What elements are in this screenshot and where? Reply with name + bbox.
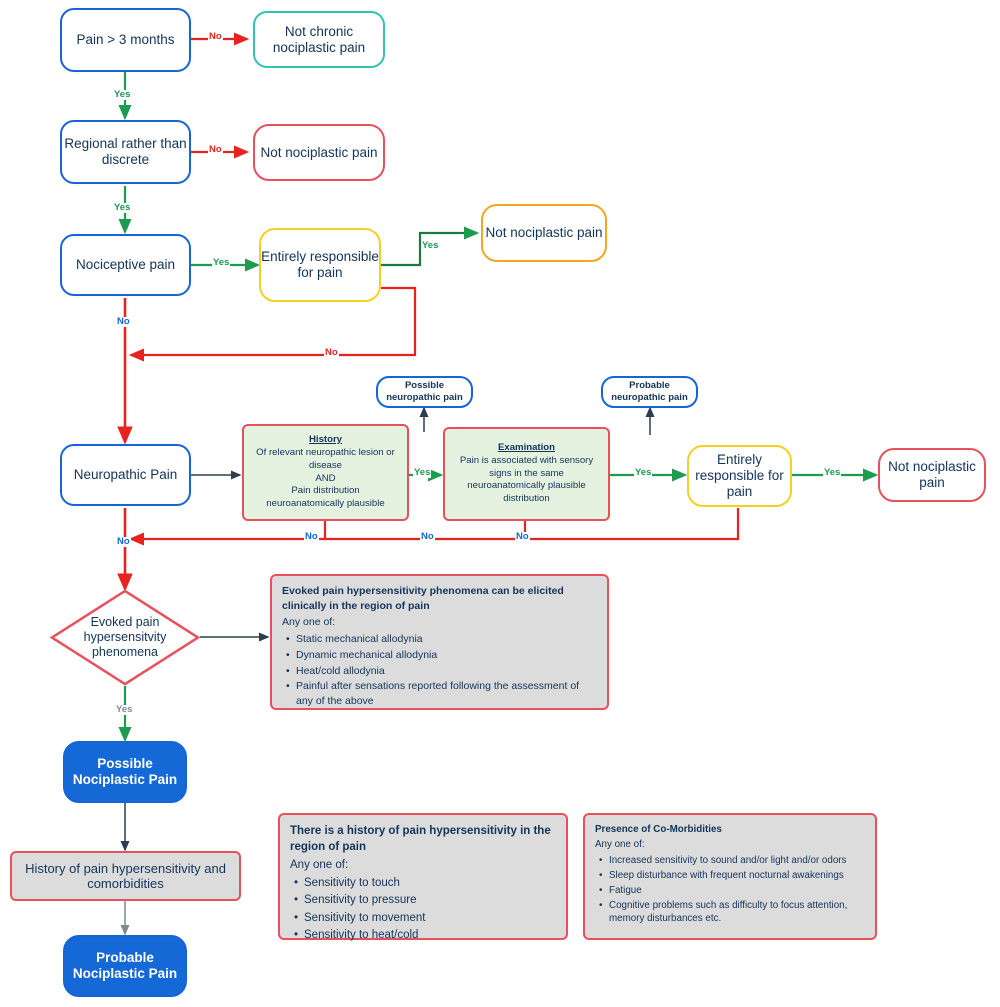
box-history-hyper-subtitle: Any one of: [290, 858, 349, 871]
node-label: Nociceptive pain [75, 257, 176, 273]
box-evoked-subtitle: Any one of: [282, 615, 336, 628]
list-item: • Sensitivity to heat/cold [304, 927, 425, 943]
list-item: • Increased sensitivity to sound and/or light and/or odors [609, 854, 865, 868]
edge-label-no-examination: No [421, 531, 434, 542]
node-history-of-pain-hypersensitivity-and-comorbidities[interactable] [10, 851, 241, 901]
edge-label-no-2: No [209, 144, 222, 155]
node-label: Evoked pain hypersensitvity phenomena [83, 615, 167, 659]
node-entirely-responsible-for-pain-1[interactable] [259, 228, 381, 302]
node-label: Neuropathic Pain [73, 467, 178, 483]
box-history [242, 424, 409, 521]
edge-label-no-entirely-1: No [325, 347, 338, 358]
node-evoked-pain-hypersensitivity-phenomena[interactable] [50, 589, 200, 686]
box-evoked-list [282, 632, 597, 711]
edge-label-no-1: No [209, 31, 222, 42]
node-not-nociplastic-pain-2[interactable] [481, 204, 607, 262]
node-label: Not nociplastic pain [485, 225, 603, 241]
box-evoked-title: Evoked pain hypersensitivity phenomena can be elicited clinically in the region of pain [282, 585, 564, 612]
list-item: • Cognitive problems such as difficulty to focus attention, memory disturbances etc. [609, 899, 865, 927]
node-label: Not nociplastic pain [888, 459, 976, 490]
edge-label-no-history: No [305, 531, 318, 542]
box-history-hyper-list [290, 875, 425, 944]
node-probable-nociplastic-pain[interactable] [63, 935, 187, 997]
edge-label-yes-1: Yes [114, 89, 131, 100]
node-not-chronic-nociplastic-pain[interactable] [253, 11, 385, 68]
edge-label-no-neuropathic: No [117, 536, 130, 547]
list-item: • Painful after sensations reported following the assessment of any of the above [296, 679, 597, 709]
box-presence-of-comorbidities [583, 813, 877, 940]
node-regional-rather-than-discrete[interactable] [60, 120, 191, 184]
node-possible-nociplastic-pain[interactable] [63, 741, 187, 803]
edge-label-no-nociceptive: No [117, 316, 130, 327]
box-evoked-pain-hypersensitivity [270, 574, 609, 710]
box-examination-title: Examination [497, 441, 556, 453]
node-label: Possible Nociplastic Pain [72, 756, 178, 787]
edge-label-yes-3: Yes [213, 257, 230, 268]
box-comorbidities-title: Presence of Co-Morbidities [595, 824, 722, 835]
node-label: Probable Nociplastic Pain [72, 950, 178, 981]
node-label: Possible neuropathic pain [386, 380, 463, 403]
edge-label-yes-examination: Yes [635, 467, 652, 478]
box-history-hyper-title: There is a history of pain hypersensitivity in the region of pain [290, 825, 551, 854]
node-label: Probable neuropathic pain [611, 380, 688, 403]
edge-label-yes-history: Yes [414, 467, 431, 478]
node-not-nociplastic-pain-1[interactable] [253, 124, 385, 181]
box-history-line2: Pain distribution neuroanatomically plausible [266, 485, 385, 510]
edge-label-yes-entirely-1: Yes [422, 240, 439, 251]
node-label: Entirely responsible for pain [261, 249, 379, 280]
box-comorbidities-subtitle: Any one of: [595, 838, 645, 850]
box-comorbidities-list [595, 854, 865, 928]
node-label: History of pain hypersensitivity and comorbidities [25, 860, 226, 891]
box-history-line1: Of relevant neuropathic lesion or disease [256, 446, 395, 471]
node-nociceptive-pain[interactable] [60, 234, 191, 296]
list-item: • Sleep disturbance with frequent nocturnal awakenings [609, 869, 865, 883]
list-item: • Sensitivity to pressure [304, 892, 425, 908]
node-entirely-responsible-for-pain-2[interactable] [687, 445, 792, 507]
node-label: Regional rather than discrete [64, 136, 187, 167]
box-examination-line1: Pain is associated with sensory signs in the same neuroanatomically plausible distribution [459, 454, 594, 505]
box-examination [443, 427, 610, 521]
node-possible-neuropathic-pain[interactable] [376, 376, 473, 408]
edge-label-yes-evoked: Yes [116, 704, 133, 715]
list-item: • Dynamic mechanical allodynia [296, 648, 597, 663]
list-item: • Sensitivity to movement [304, 910, 425, 926]
edge-label-yes-2: Yes [114, 202, 131, 213]
list-item: • Sensitivity to touch [304, 875, 425, 891]
box-history-of-pain-hypersensitivity [278, 813, 568, 940]
box-history-and: AND [315, 472, 336, 484]
node-label: Pain > 3 months [76, 32, 175, 48]
edge-label-yes-entirely-2: Yes [824, 467, 841, 478]
node-label: Entirely responsible for pain [695, 452, 784, 499]
edge-label-no-entirely-2: No [516, 531, 529, 542]
node-label: Not nociplastic pain [260, 144, 378, 160]
node-not-nociplastic-pain-3[interactable] [878, 448, 986, 502]
list-item: • Heat/cold allodynia [296, 664, 597, 679]
box-history-title: History [308, 433, 343, 445]
node-probable-neuropathic-pain[interactable] [601, 376, 698, 408]
node-pain-3-months[interactable] [60, 8, 191, 72]
node-neuropathic-pain[interactable] [60, 444, 191, 506]
list-item: • Fatigue [609, 884, 865, 898]
list-item: • Static mechanical allodynia [296, 632, 597, 647]
node-label: Not chronic nociplastic pain [272, 23, 366, 55]
